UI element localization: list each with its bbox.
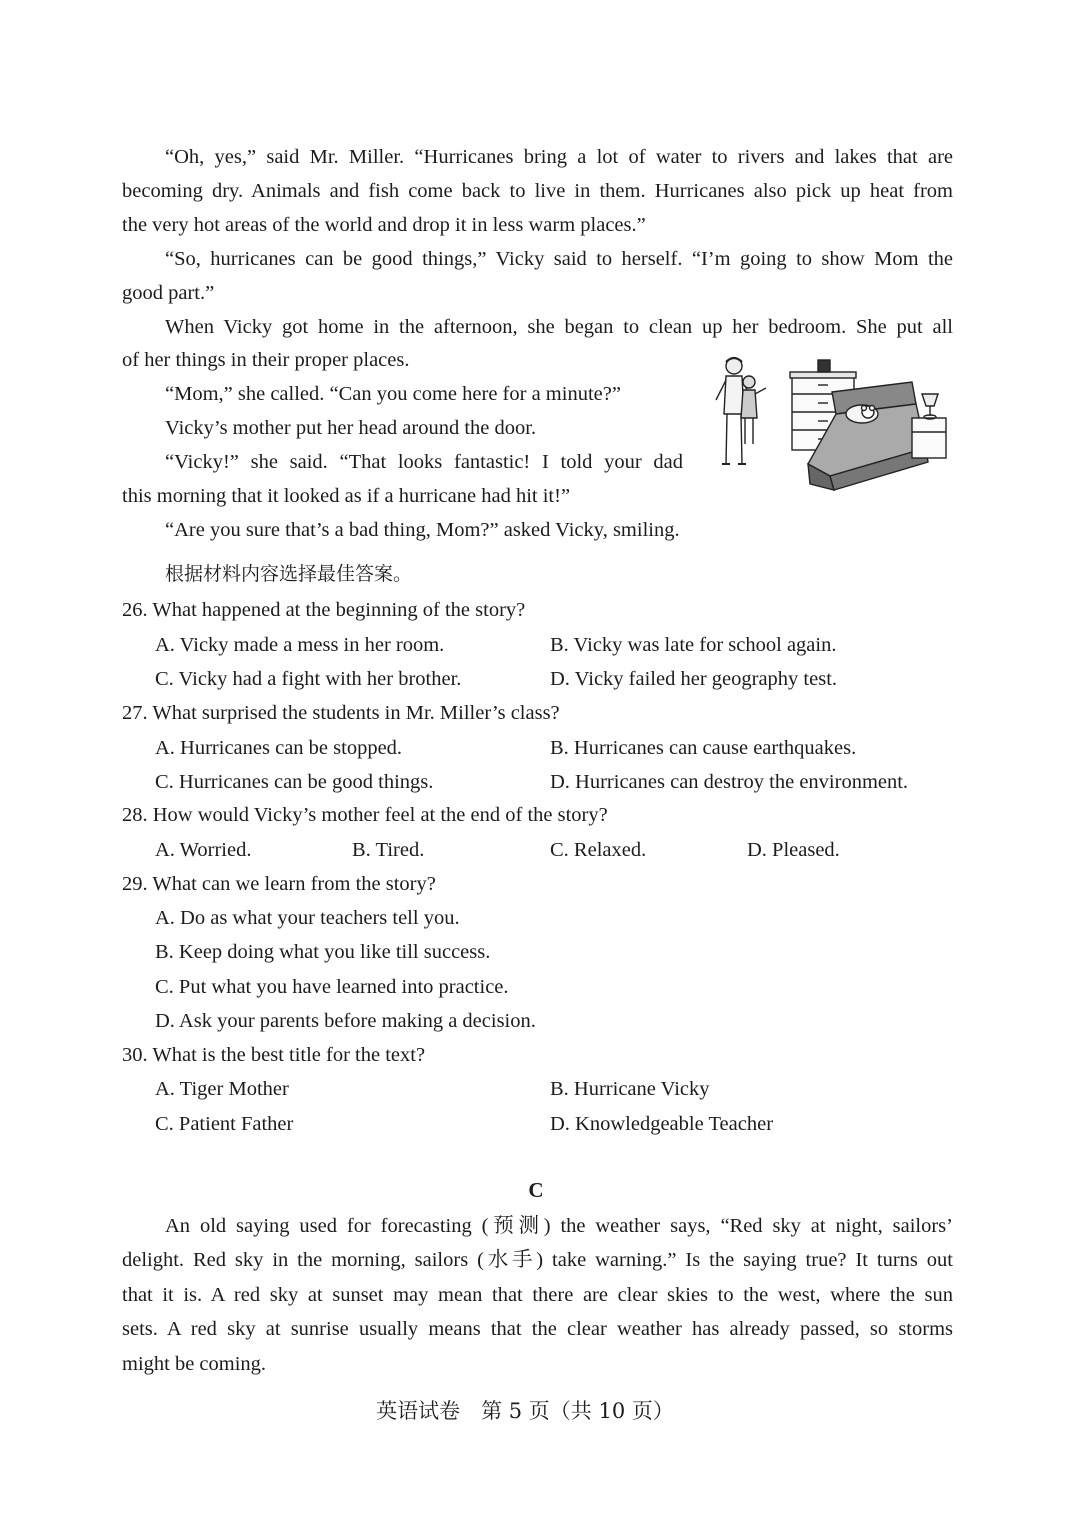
question-28-stem: 28. How would Vicky’s mother feel at the end of the story? <box>122 804 608 826</box>
question-29-option-d[interactable]: D. Ask your parents before making a decision. <box>155 1010 536 1032</box>
story-p6-line1: “Vicky!” she said. “That looks fantastic! I told your dad <box>165 451 683 473</box>
question-29-option-a[interactable]: A. Do as what your teachers tell you. <box>155 907 460 929</box>
question-26-option-c[interactable]: C. Vicky had a fight with her brother. <box>155 668 462 690</box>
section-c-line1: An old saying used for forecasting (预测) the weather says, “Red sky at night, sailors’ <box>165 1215 953 1237</box>
question-27-option-b[interactable]: B. Hurricanes can cause earthquakes. <box>550 737 857 759</box>
question-26-option-b[interactable]: B. Vicky was late for school again. <box>550 634 837 656</box>
question-30-stem: 30. What is the best title for the text? <box>122 1044 426 1066</box>
question-30-option-b[interactable]: B. Hurricane Vicky <box>550 1078 710 1100</box>
question-27-option-a[interactable]: A. Hurricanes can be stopped. <box>155 737 403 759</box>
story-p3-line1: When Vicky got home in the afternoon, she began to clean up her bedroom. She put all <box>165 316 953 338</box>
section-c-line4: sets. A red sky at sunrise usually means that the clear weather has already passed, so storms <box>122 1318 953 1340</box>
section-c-line3: that it is. A red sky at sunset may mean that there are clear skies to the west, where the sun <box>122 1284 953 1306</box>
story-p6-line2: this morning that it looked as if a hurricane had hit it!” <box>122 485 571 507</box>
story-p2-line1: “So, hurricanes can be good things,” Vicky said to herself. “I’m going to show Mom the <box>165 248 953 270</box>
question-30-option-d[interactable]: D. Knowledgeable Teacher <box>550 1113 774 1135</box>
story-p5-line1: Vicky’s mother put her head around the door. <box>165 417 537 439</box>
question-28-option-b[interactable]: B. Tired. <box>352 839 425 861</box>
story-p2-line2: good part.” <box>122 282 215 304</box>
question-27-stem: 27. What surprised the students in Mr. Miller’s class? <box>122 702 560 724</box>
mother-daughter-bedroom-illustration <box>712 352 954 492</box>
story-p1-line1: “Oh, yes,” said Mr. Miller. “Hurricanes bring a lot of water to rivers and lakes that are <box>165 146 953 168</box>
page-footer: 英语试卷 第 5 页（共 10 页） <box>376 1399 674 1423</box>
question-29-stem: 29. What can we learn from the story? <box>122 873 436 895</box>
instruction-text: 根据材料内容选择最佳答案。 <box>165 563 413 585</box>
question-30-option-a[interactable]: A. Tiger Mother <box>155 1078 289 1100</box>
question-28-option-a[interactable]: A. Worried. <box>155 839 252 861</box>
question-27-option-d[interactable]: D. Hurricanes can destroy the environment. <box>550 771 909 793</box>
question-30-option-c[interactable]: C. Patient Father <box>155 1113 294 1135</box>
story-p1-line2: becoming dry. Animals and fish come back to live in them. Hurricanes also pick up heat from <box>122 180 953 202</box>
question-28-option-c[interactable]: C. Relaxed. <box>550 839 647 861</box>
question-26-stem: 26. What happened at the beginning of the story? <box>122 599 526 621</box>
story-p4-line1: “Mom,” she called. “Can you come here for a minute?” <box>165 383 621 405</box>
question-26-option-a[interactable]: A. Vicky made a mess in her room. <box>155 634 445 656</box>
question-29-option-c[interactable]: C. Put what you have learned into practice. <box>155 976 509 998</box>
section-c-line2: delight. Red sky in the morning, sailors (水手) take warning.” Is the saying true? It turns out <box>122 1249 953 1271</box>
question-26-option-d[interactable]: D. Vicky failed her geography test. <box>550 668 838 690</box>
story-p3-line2: of her things in their proper places. <box>122 349 410 371</box>
question-29-option-b[interactable]: B. Keep doing what you like till success. <box>155 941 491 963</box>
question-27-option-c[interactable]: C. Hurricanes can be good things. <box>155 771 434 793</box>
section-c-heading: C <box>528 1178 544 1202</box>
story-p1-line3: the very hot areas of the world and drop it in less warm places.” <box>122 214 646 236</box>
story-p7-line1: “Are you sure that’s a bad thing, Mom?” asked Vicky, smiling. <box>165 519 680 541</box>
question-28-option-d[interactable]: D. Pleased. <box>747 839 840 861</box>
section-c-line5: might be coming. <box>122 1353 267 1375</box>
